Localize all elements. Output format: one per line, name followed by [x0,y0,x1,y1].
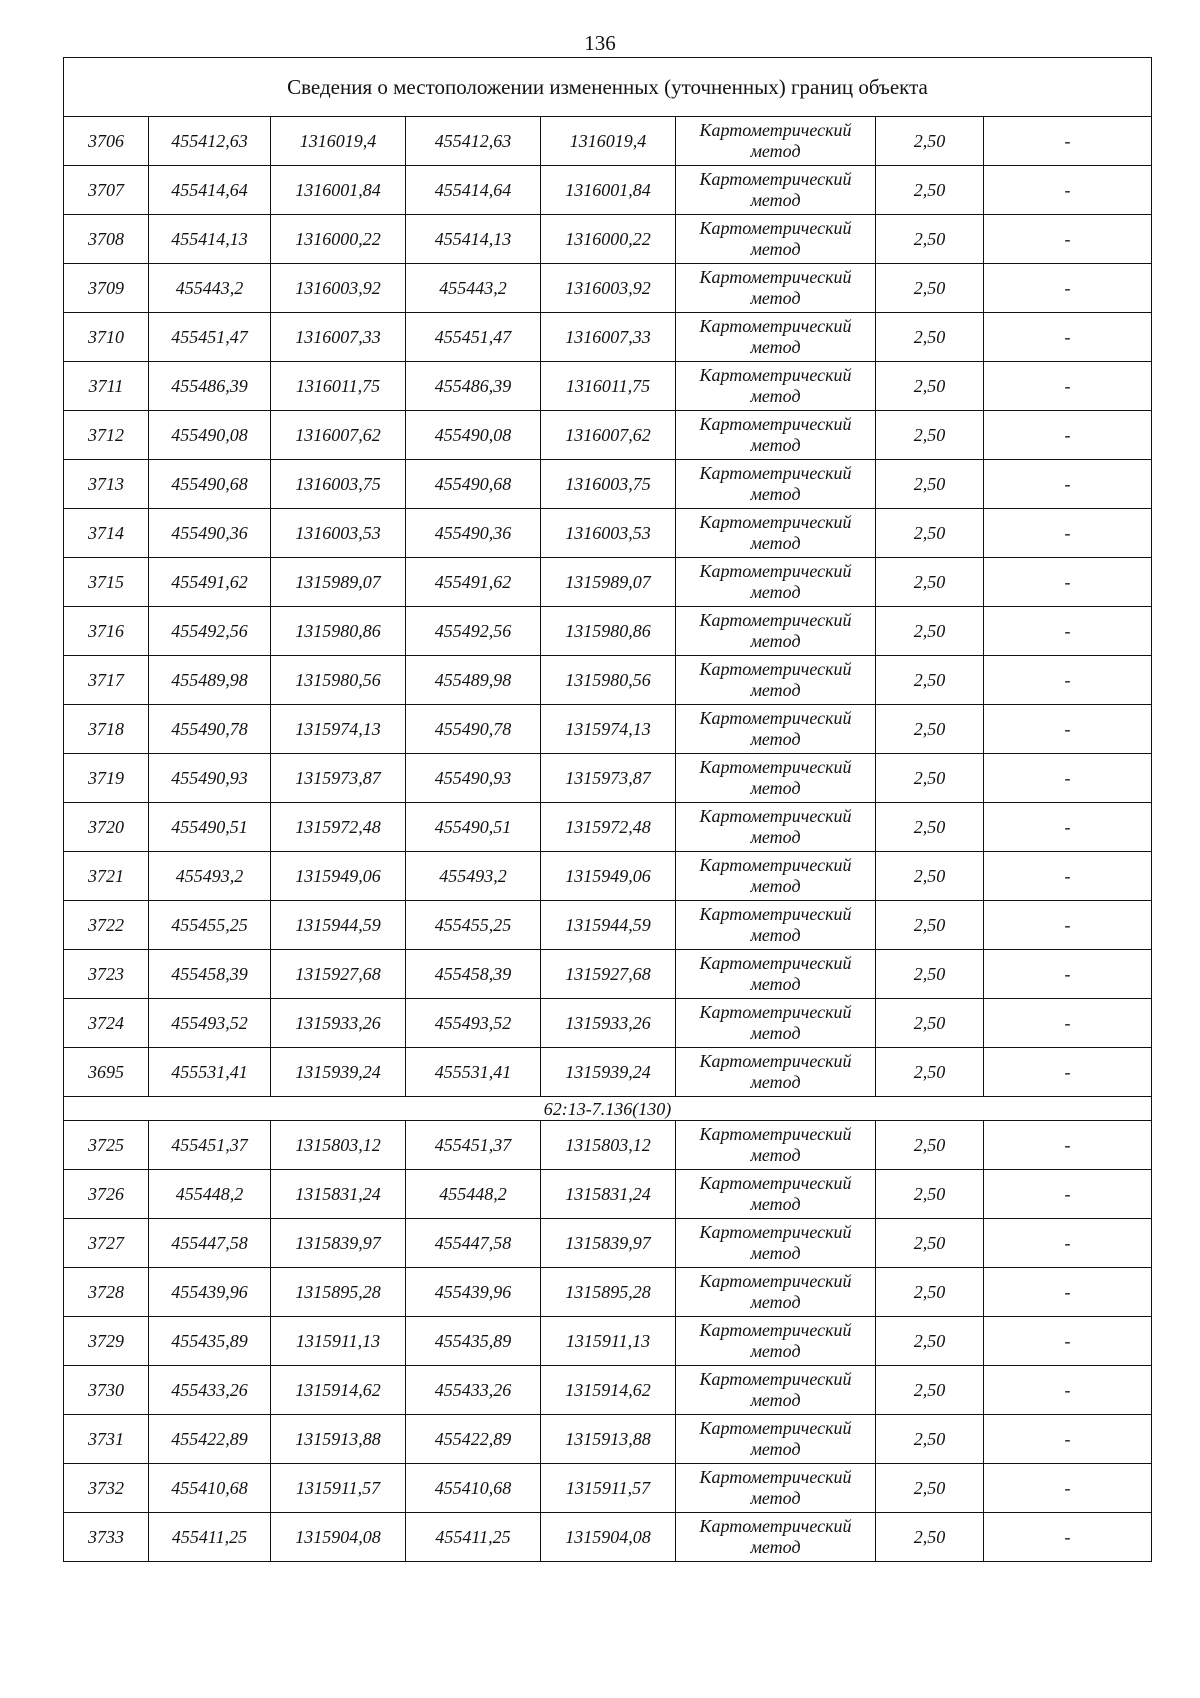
cell-method: Картометрический метод [676,1366,876,1415]
cell-point-number: 3695 [64,1048,149,1097]
cell-description: - [984,509,1152,558]
cell-y-new: 1315831,24 [541,1170,676,1219]
cell-x-existing: 455455,25 [149,901,271,950]
cell-description: - [984,215,1152,264]
cell-description: - [984,460,1152,509]
cell-point-number: 3718 [64,705,149,754]
cell-accuracy: 2,50 [876,264,984,313]
cell-point-number: 3707 [64,166,149,215]
cell-accuracy: 2,50 [876,901,984,950]
cell-x-new: 455412,63 [406,117,541,166]
cell-x-new: 455490,51 [406,803,541,852]
cell-accuracy: 2,50 [876,509,984,558]
cell-point-number: 3714 [64,509,149,558]
cell-y-new: 1316000,22 [541,215,676,264]
cell-x-new: 455491,62 [406,558,541,607]
cell-x-existing: 455493,2 [149,852,271,901]
cell-x-existing: 455489,98 [149,656,271,705]
cell-x-new: 455489,98 [406,656,541,705]
cell-y-existing: 1315974,13 [271,705,406,754]
cell-point-number: 3727 [64,1219,149,1268]
cell-x-new: 455451,37 [406,1121,541,1170]
cell-y-existing: 1315803,12 [271,1121,406,1170]
cell-description: - [984,313,1152,362]
cell-point-number: 3715 [64,558,149,607]
cell-method: Картометрический метод [676,264,876,313]
cell-method: Картометрический метод [676,558,876,607]
cell-x-new: 455490,08 [406,411,541,460]
cell-y-existing: 1316000,22 [271,215,406,264]
cell-accuracy: 2,50 [876,1121,984,1170]
cell-method: Картометрический метод [676,215,876,264]
cell-x-new: 455443,2 [406,264,541,313]
cell-point-number: 3717 [64,656,149,705]
cell-x-existing: 455492,56 [149,607,271,656]
cell-y-existing: 1315911,13 [271,1317,406,1366]
cell-y-new: 1315972,48 [541,803,676,852]
cell-y-existing: 1316003,92 [271,264,406,313]
section-row [64,1097,1152,1121]
cell-x-existing: 455458,39 [149,950,271,999]
table-row [64,1121,1152,1170]
cell-y-new: 1315839,97 [541,1219,676,1268]
cell-y-existing: 1315914,62 [271,1366,406,1415]
cell-y-existing: 1316011,75 [271,362,406,411]
cell-description: - [984,901,1152,950]
cell-point-number: 3723 [64,950,149,999]
cell-accuracy: 2,50 [876,117,984,166]
cell-y-existing: 1315939,24 [271,1048,406,1097]
cell-x-existing: 455411,25 [149,1513,271,1562]
table-row [64,1415,1152,1464]
cell-y-new: 1315980,86 [541,607,676,656]
table-row [64,705,1152,754]
cell-description: - [984,558,1152,607]
cell-point-number: 3720 [64,803,149,852]
cell-point-number: 3710 [64,313,149,362]
cell-x-existing: 455451,47 [149,313,271,362]
table-row [64,656,1152,705]
cell-accuracy: 2,50 [876,950,984,999]
cell-x-existing: 455490,78 [149,705,271,754]
cell-y-existing: 1315949,06 [271,852,406,901]
cell-x-existing: 455490,93 [149,754,271,803]
cell-method: Картометрический метод [676,901,876,950]
cell-x-new: 455490,93 [406,754,541,803]
cell-accuracy: 2,50 [876,1366,984,1415]
cell-accuracy: 2,50 [876,558,984,607]
cell-x-new: 455410,68 [406,1464,541,1513]
cell-x-existing: 455490,08 [149,411,271,460]
cell-method: Картометрический метод [676,999,876,1048]
cell-y-new: 1315989,07 [541,558,676,607]
cell-method: Картометрический метод [676,1048,876,1097]
cell-x-existing: 455448,2 [149,1170,271,1219]
cell-description: - [984,117,1152,166]
cell-x-new: 455490,78 [406,705,541,754]
cell-accuracy: 2,50 [876,460,984,509]
cell-description: - [984,1317,1152,1366]
cell-x-new: 455531,41 [406,1048,541,1097]
cell-point-number: 3711 [64,362,149,411]
cell-y-existing: 1315831,24 [271,1170,406,1219]
cell-y-existing: 1315927,68 [271,950,406,999]
cell-point-number: 3724 [64,999,149,1048]
cell-method: Картометрический метод [676,852,876,901]
table-row [64,117,1152,166]
cell-y-new: 1315913,88 [541,1415,676,1464]
cell-accuracy: 2,50 [876,313,984,362]
cell-accuracy: 2,50 [876,852,984,901]
table-row [64,1513,1152,1562]
table-row [64,803,1152,852]
cell-accuracy: 2,50 [876,754,984,803]
table-row [64,558,1152,607]
cell-method: Картометрический метод [676,754,876,803]
cell-description: - [984,950,1152,999]
cell-y-existing: 1315980,86 [271,607,406,656]
table-row [64,999,1152,1048]
cell-y-new: 1316003,92 [541,264,676,313]
cell-x-existing: 455493,52 [149,999,271,1048]
cell-description: - [984,754,1152,803]
cell-point-number: 3729 [64,1317,149,1366]
cell-point-number: 3732 [64,1464,149,1513]
cell-x-existing: 455531,41 [149,1048,271,1097]
cell-method: Картометрический метод [676,1464,876,1513]
cell-x-existing: 455414,64 [149,166,271,215]
cell-description: - [984,1268,1152,1317]
cell-accuracy: 2,50 [876,1048,984,1097]
cell-description: - [984,1219,1152,1268]
cell-y-new: 1315904,08 [541,1513,676,1562]
cell-description: - [984,1513,1152,1562]
cell-point-number: 3731 [64,1415,149,1464]
cell-x-existing: 455433,26 [149,1366,271,1415]
cell-method: Картометрический метод [676,1513,876,1562]
cell-method: Картометрический метод [676,656,876,705]
cell-description: - [984,362,1152,411]
cell-x-new: 455411,25 [406,1513,541,1562]
cell-description: - [984,1121,1152,1170]
cell-y-new: 1315949,06 [541,852,676,901]
table-row [64,362,1152,411]
cell-x-new: 455448,2 [406,1170,541,1219]
cell-method: Картометрический метод [676,411,876,460]
cell-point-number: 3730 [64,1366,149,1415]
cell-y-new: 1315914,62 [541,1366,676,1415]
cell-x-existing: 455435,89 [149,1317,271,1366]
table-row [64,1317,1152,1366]
cell-y-existing: 1315913,88 [271,1415,406,1464]
table-row [64,1464,1152,1513]
cell-accuracy: 2,50 [876,656,984,705]
cell-x-existing: 455490,51 [149,803,271,852]
cell-description: - [984,411,1152,460]
cell-x-new: 455422,89 [406,1415,541,1464]
cell-accuracy: 2,50 [876,1513,984,1562]
table-row [64,166,1152,215]
cell-y-new: 1316003,75 [541,460,676,509]
cell-x-existing: 455447,58 [149,1219,271,1268]
cell-method: Картометрический метод [676,1219,876,1268]
cell-x-new: 455492,56 [406,607,541,656]
cell-x-new: 455493,2 [406,852,541,901]
cell-x-new: 455451,47 [406,313,541,362]
page-number: 136 [584,31,616,55]
cell-accuracy: 2,50 [876,215,984,264]
cell-y-existing: 1315895,28 [271,1268,406,1317]
cell-x-new: 455458,39 [406,950,541,999]
cell-accuracy: 2,50 [876,411,984,460]
cell-method: Картометрический метод [676,362,876,411]
cell-method: Картометрический метод [676,803,876,852]
table-row [64,901,1152,950]
table-row [64,950,1152,999]
cell-y-existing: 1315972,48 [271,803,406,852]
cell-x-new: 455439,96 [406,1268,541,1317]
cell-x-new: 455490,68 [406,460,541,509]
cell-description: - [984,1048,1152,1097]
table-row [64,460,1152,509]
table-row [64,1170,1152,1219]
cell-accuracy: 2,50 [876,362,984,411]
cell-method: Картометрический метод [676,313,876,362]
cell-point-number: 3719 [64,754,149,803]
cell-x-new: 455447,58 [406,1219,541,1268]
cell-method: Картометрический метод [676,1170,876,1219]
cell-y-existing: 1316019,4 [271,117,406,166]
cell-accuracy: 2,50 [876,999,984,1048]
cell-accuracy: 2,50 [876,1219,984,1268]
table-row [64,852,1152,901]
cell-method: Картометрический метод [676,460,876,509]
cell-x-existing: 455443,2 [149,264,271,313]
cell-description: - [984,166,1152,215]
cell-accuracy: 2,50 [876,1317,984,1366]
cell-y-new: 1316011,75 [541,362,676,411]
cell-x-new: 455455,25 [406,901,541,950]
cell-description: - [984,852,1152,901]
cell-description: - [984,999,1152,1048]
cell-y-new: 1316001,84 [541,166,676,215]
cell-method: Картометрический метод [676,607,876,656]
cell-y-existing: 1316007,33 [271,313,406,362]
cell-point-number: 3713 [64,460,149,509]
table-row [64,313,1152,362]
cell-x-new: 455433,26 [406,1366,541,1415]
cell-accuracy: 2,50 [876,1268,984,1317]
cell-point-number: 3733 [64,1513,149,1562]
cell-description: - [984,1366,1152,1415]
cell-point-number: 3721 [64,852,149,901]
cell-y-existing: 1316007,62 [271,411,406,460]
cell-description: - [984,1170,1152,1219]
cell-y-existing: 1315989,07 [271,558,406,607]
cell-accuracy: 2,50 [876,705,984,754]
cell-x-new: 455490,36 [406,509,541,558]
table-row [64,264,1152,313]
cell-x-existing: 455490,68 [149,460,271,509]
table-row [64,1219,1152,1268]
cell-accuracy: 2,50 [876,803,984,852]
section-label: 62:13-7.136(130) [64,1097,1152,1121]
cell-y-new: 1315939,24 [541,1048,676,1097]
cell-accuracy: 2,50 [876,166,984,215]
cell-point-number: 3725 [64,1121,149,1170]
table-row [64,754,1152,803]
cell-y-new: 1315911,57 [541,1464,676,1513]
cell-x-existing: 455410,68 [149,1464,271,1513]
cell-method: Картометрический метод [676,509,876,558]
cell-x-existing: 455412,63 [149,117,271,166]
table-row [64,215,1152,264]
cell-x-new: 455435,89 [406,1317,541,1366]
cell-method: Картометрический метод [676,1415,876,1464]
cell-description: - [984,803,1152,852]
cell-y-new: 1315974,13 [541,705,676,754]
cell-method: Картометрический метод [676,1268,876,1317]
table-body [64,58,1152,1562]
cell-y-existing: 1316003,75 [271,460,406,509]
cell-x-existing: 455486,39 [149,362,271,411]
cell-y-new: 1315927,68 [541,950,676,999]
cell-y-new: 1316019,4 [541,117,676,166]
cell-y-existing: 1315944,59 [271,901,406,950]
cell-y-existing: 1315904,08 [271,1513,406,1562]
cell-y-existing: 1315973,87 [271,754,406,803]
cell-y-existing: 1316003,53 [271,509,406,558]
cell-accuracy: 2,50 [876,1464,984,1513]
cell-x-existing: 455422,89 [149,1415,271,1464]
cell-x-new: 455414,64 [406,166,541,215]
table-row [64,607,1152,656]
cell-y-new: 1316003,53 [541,509,676,558]
cell-method: Картометрический метод [676,705,876,754]
cell-x-existing: 455491,62 [149,558,271,607]
cell-point-number: 3709 [64,264,149,313]
cell-point-number: 3728 [64,1268,149,1317]
cell-y-existing: 1315911,57 [271,1464,406,1513]
cell-y-new: 1315980,56 [541,656,676,705]
cell-point-number: 3726 [64,1170,149,1219]
cell-method: Картометрический метод [676,1317,876,1366]
cell-accuracy: 2,50 [876,1170,984,1219]
cell-y-existing: 1315933,26 [271,999,406,1048]
table-row [64,509,1152,558]
cell-description: - [984,607,1152,656]
table-title: Сведения о местоположении измененных (уточненных) границ объекта [64,58,1152,117]
table-row [64,1268,1152,1317]
cell-y-new: 1315973,87 [541,754,676,803]
cell-description: - [984,264,1152,313]
table-row [64,1366,1152,1415]
cell-x-new: 455414,13 [406,215,541,264]
table-row [64,1048,1152,1097]
cell-y-new: 1315944,59 [541,901,676,950]
cell-point-number: 3708 [64,215,149,264]
cell-point-number: 3716 [64,607,149,656]
cell-x-new: 455493,52 [406,999,541,1048]
cell-y-new: 1315933,26 [541,999,676,1048]
cell-x-existing: 455451,37 [149,1121,271,1170]
cell-y-new: 1315895,28 [541,1268,676,1317]
cell-y-new: 1315803,12 [541,1121,676,1170]
cell-y-existing: 1316001,84 [271,166,406,215]
cell-y-existing: 1315839,97 [271,1219,406,1268]
cell-method: Картометрический метод [676,1121,876,1170]
cell-method: Картометрический метод [676,950,876,999]
cell-y-new: 1316007,62 [541,411,676,460]
table-header-row [64,58,1152,117]
cell-method: Картометрический метод [676,166,876,215]
cell-point-number: 3712 [64,411,149,460]
cell-point-number: 3722 [64,901,149,950]
cell-description: - [984,1464,1152,1513]
boundary-coordinates-table [63,57,1152,1562]
cell-description: - [984,1415,1152,1464]
cell-y-existing: 1315980,56 [271,656,406,705]
cell-x-existing: 455439,96 [149,1268,271,1317]
cell-accuracy: 2,50 [876,1415,984,1464]
cell-method: Картометрический метод [676,117,876,166]
cell-x-existing: 455414,13 [149,215,271,264]
cell-accuracy: 2,50 [876,607,984,656]
cell-x-new: 455486,39 [406,362,541,411]
cell-point-number: 3706 [64,117,149,166]
cell-y-new: 1316007,33 [541,313,676,362]
cell-x-existing: 455490,36 [149,509,271,558]
table-row [64,411,1152,460]
cell-description: - [984,705,1152,754]
cell-y-new: 1315911,13 [541,1317,676,1366]
cell-description: - [984,656,1152,705]
